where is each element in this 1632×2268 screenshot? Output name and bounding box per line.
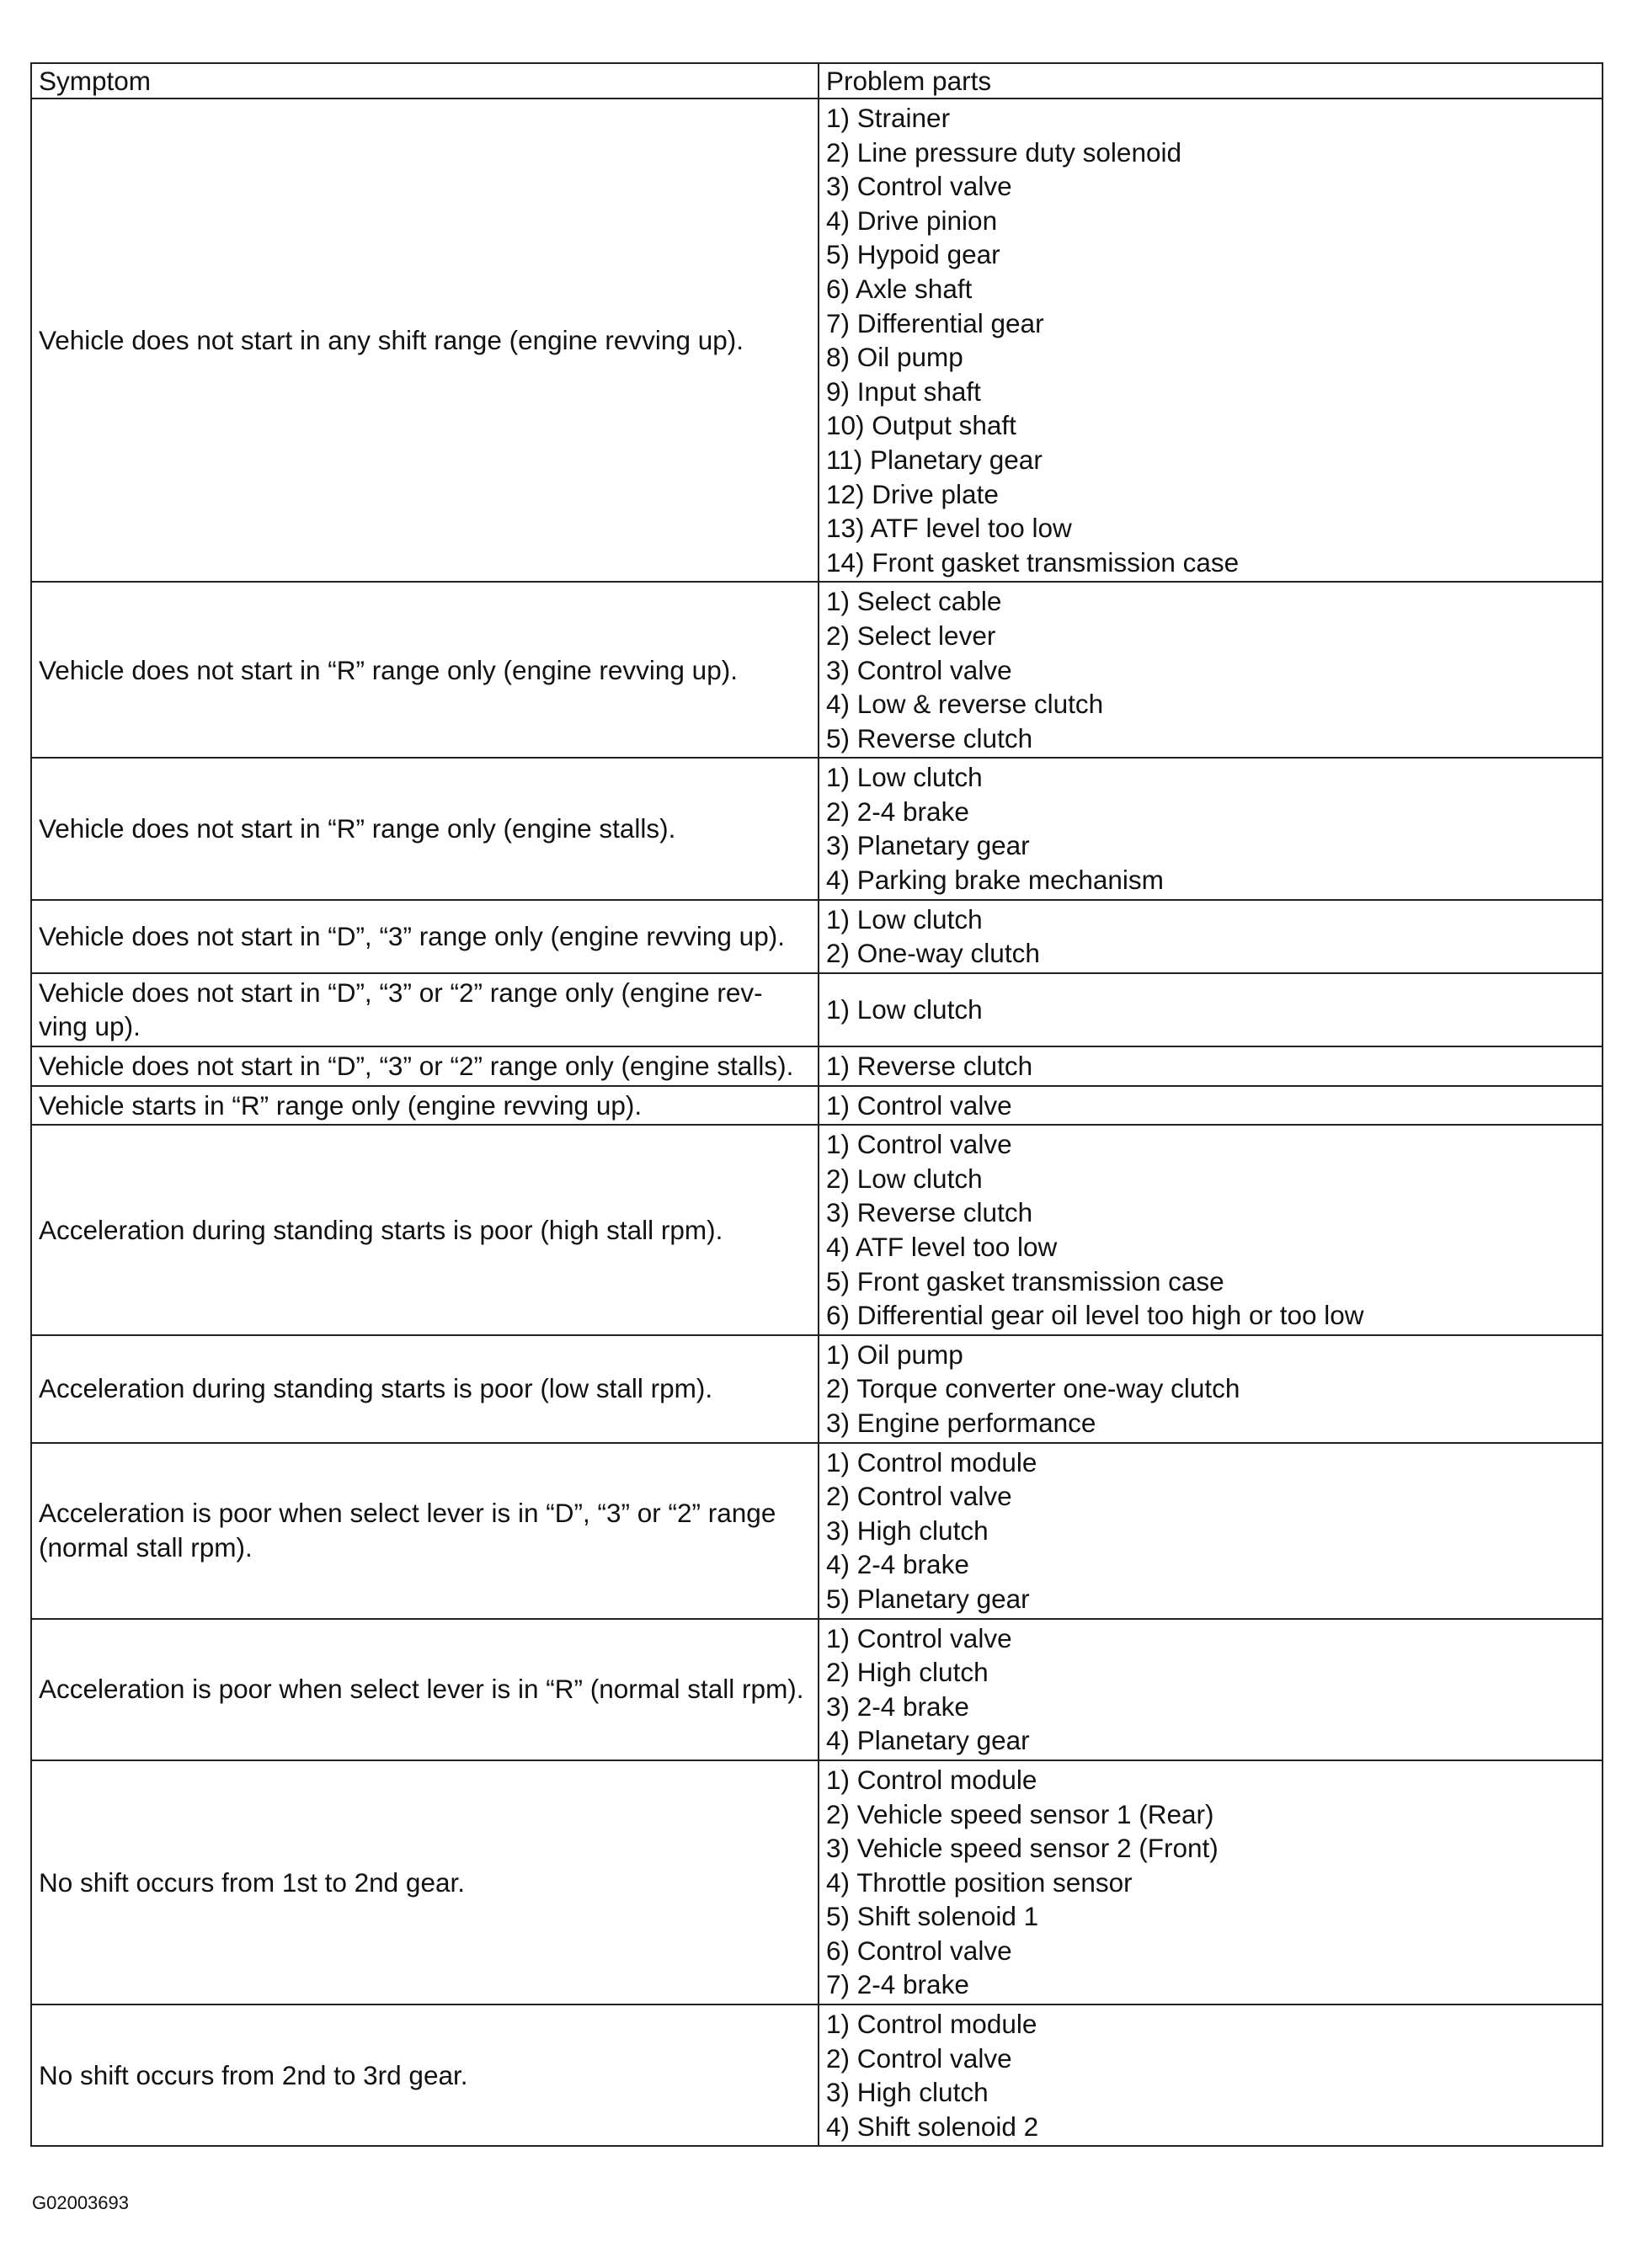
problem-parts-cell — [819, 1125, 1603, 1335]
part-item: 4) Drive pinion — [826, 205, 998, 236]
part-item: 4) ATF level too low — [826, 1232, 1058, 1262]
symptom-cell: Vehicle does not start in “D”, “3” or “2” range only (engine rev-ving up). — [31, 973, 819, 1046]
part-item: 1) Low clutch — [826, 762, 983, 793]
problem-parts-cell — [819, 973, 1603, 1046]
part-item: 4) Low & reverse clutch — [826, 689, 1104, 720]
problem-parts-cell — [819, 1443, 1603, 1619]
part-item: 3) Engine performance — [826, 1407, 1096, 1438]
problem-parts-cell — [819, 900, 1603, 973]
part-item: 5) Planetary gear — [826, 1583, 1030, 1614]
parts-list — [826, 1763, 1595, 2002]
part-item: 3) High clutch — [826, 1515, 989, 1546]
table-row — [31, 758, 1603, 899]
symptom-cell: Vehicle does not start in “D”, “3” range only (engine revving up). — [31, 900, 819, 973]
part-item: 1) Low clutch — [826, 903, 983, 934]
problem-parts-cell — [819, 1619, 1603, 1760]
problem-parts-cell — [819, 582, 1603, 758]
table-row — [31, 1760, 1603, 2004]
part-item: 1) Control module — [826, 1764, 1037, 1795]
symptom-cell: No shift occurs from 1st to 2nd gear. — [31, 1760, 819, 2004]
part-item: 5) Hypoid gear — [826, 239, 1000, 270]
part-item: 4) Throttle position sensor — [826, 1866, 1133, 1898]
symptom-cell: Vehicle does not start in any shift range (engine revving up). — [31, 98, 819, 582]
problem-parts-cell — [819, 1046, 1603, 1086]
symptom-cell: Acceleration is poor when select lever is in “R” (normal stall rpm). — [31, 1619, 819, 1760]
parts-list — [826, 2007, 1595, 2143]
symptom-cell: Acceleration during standing starts is poor (high stall rpm). — [31, 1125, 819, 1335]
symptom-cell: Vehicle does not start in “D”, “3” or “2” range only (engine stalls). — [31, 1046, 819, 1086]
part-item: 3) Vehicle speed sensor 2 (Front) — [826, 1833, 1219, 1864]
part-item: 2) Select lever — [826, 620, 996, 651]
part-item: 2) Control valve — [826, 2042, 1012, 2074]
part-item: 2) Torque converter one-way clutch — [826, 1373, 1240, 1404]
symptom-cell: No shift occurs from 2nd to 3rd gear. — [31, 2004, 819, 2146]
parts-list — [826, 584, 1595, 755]
table-body — [31, 98, 1603, 2146]
table-row — [31, 582, 1603, 758]
part-item: 7) 2-4 brake — [826, 1969, 969, 2000]
parts-list — [826, 1338, 1595, 1440]
table-row — [31, 98, 1603, 582]
table-row — [31, 1125, 1603, 1335]
part-item: 5) Shift solenoid 1 — [826, 1901, 1039, 1932]
symptom-cell: Vehicle starts in “R” range only (engine revving up). — [31, 1086, 819, 1126]
part-item: 4) 2-4 brake — [826, 1549, 969, 1580]
part-item: 10) Output shaft — [826, 410, 1016, 441]
part-item: 1) Control valve — [826, 1089, 1012, 1121]
part-item: 1) Control valve — [826, 1129, 1012, 1160]
part-item: 6) Control valve — [826, 1935, 1012, 1966]
part-item: 1) Control module — [826, 1446, 1037, 1477]
parts-list — [826, 1089, 1595, 1123]
parts-list — [826, 1621, 1595, 1758]
table-row — [31, 1086, 1603, 1126]
part-item: 2) Line pressure duty solenoid — [826, 136, 1182, 168]
parts-list — [826, 1049, 1595, 1083]
part-item: 2) 2-4 brake — [826, 796, 969, 827]
symptom-cell: Vehicle does not start in “R” range only (engine stalls). — [31, 758, 819, 899]
part-item: 4) Shift solenoid 2 — [826, 2111, 1039, 2142]
parts-list — [826, 1445, 1595, 1616]
problem-parts-cell — [819, 2004, 1603, 2146]
part-item: 2) Control valve — [826, 1481, 1012, 1512]
part-item: 5) Front gasket transmission case — [826, 1265, 1224, 1296]
part-item: 2) One-way clutch — [826, 938, 1040, 969]
problem-parts-cell — [819, 1760, 1603, 2004]
part-item: 3) Reverse clutch — [826, 1197, 1033, 1228]
table-row — [31, 1619, 1603, 1760]
part-item: 1) Select cable — [826, 586, 1002, 617]
symptom-cell: Acceleration is poor when select lever is in “D”, “3” or “2” range (normal stall rpm). — [31, 1443, 819, 1619]
part-item: 6) Axle shaft — [826, 273, 973, 304]
part-item: 13) ATF level too low — [826, 513, 1072, 544]
diagnosis-table — [30, 62, 1603, 2147]
part-item: 7) Differential gear — [826, 307, 1044, 338]
problem-parts-cell — [819, 1086, 1603, 1126]
problem-parts-cell — [819, 758, 1603, 899]
table-row — [31, 1335, 1603, 1443]
part-item: 1) Oil pump — [826, 1339, 963, 1370]
part-item: 14) Front gasket transmission case — [826, 546, 1240, 578]
part-item: 12) Drive plate — [826, 478, 999, 509]
problem-parts-cell — [819, 1335, 1603, 1443]
part-item: 4) Parking brake mechanism — [826, 865, 1164, 896]
part-item: 1) Strainer — [826, 103, 951, 133]
parts-list — [826, 993, 1595, 1027]
part-item: 8) Oil pump — [826, 342, 963, 373]
part-item: 6) Differential gear oil level too high or too low — [826, 1300, 1364, 1331]
table-row — [31, 1443, 1603, 1619]
figure-id: G02003693 — [32, 2192, 129, 2213]
parts-list — [826, 760, 1595, 897]
part-item: 3) Control valve — [826, 171, 1012, 202]
part-item: 5) Reverse clutch — [826, 722, 1033, 753]
part-item: 1) Control module — [826, 2009, 1037, 2040]
part-item: 1) Reverse clutch — [826, 1051, 1033, 1082]
part-item: 2) High clutch — [826, 1657, 989, 1688]
part-item: 11) Planetary gear — [826, 444, 1043, 475]
part-item: 1) Low clutch — [826, 994, 983, 1025]
table-row — [31, 1046, 1603, 1086]
table-row — [31, 973, 1603, 1046]
symptom-header: Symptom — [31, 63, 819, 98]
part-item: 3) High clutch — [826, 2077, 989, 2108]
problem-parts-header: Problem parts — [819, 63, 1603, 98]
parts-list — [826, 101, 1595, 579]
table-row — [31, 2004, 1603, 2146]
part-item: 3) 2-4 brake — [826, 1690, 969, 1722]
part-item: 4) Planetary gear — [826, 1725, 1030, 1756]
table-row — [31, 900, 1603, 973]
symptom-cell: Vehicle does not start in “R” range only (engine revving up). — [31, 582, 819, 758]
part-item: 3) Planetary gear — [826, 830, 1030, 861]
part-item: 9) Input shaft — [826, 375, 981, 407]
problem-parts-cell — [819, 98, 1603, 582]
parts-list — [826, 1127, 1595, 1333]
part-item: 2) Vehicle speed sensor 1 (Rear) — [826, 1798, 1214, 1829]
parts-list — [826, 902, 1595, 971]
part-item: 1) Control valve — [826, 1622, 1012, 1653]
symptom-cell: Acceleration during standing starts is poor (low stall rpm). — [31, 1335, 819, 1443]
table-header-row — [31, 63, 1603, 98]
part-item: 3) Control valve — [826, 654, 1012, 685]
part-item: 2) Low clutch — [826, 1163, 983, 1194]
